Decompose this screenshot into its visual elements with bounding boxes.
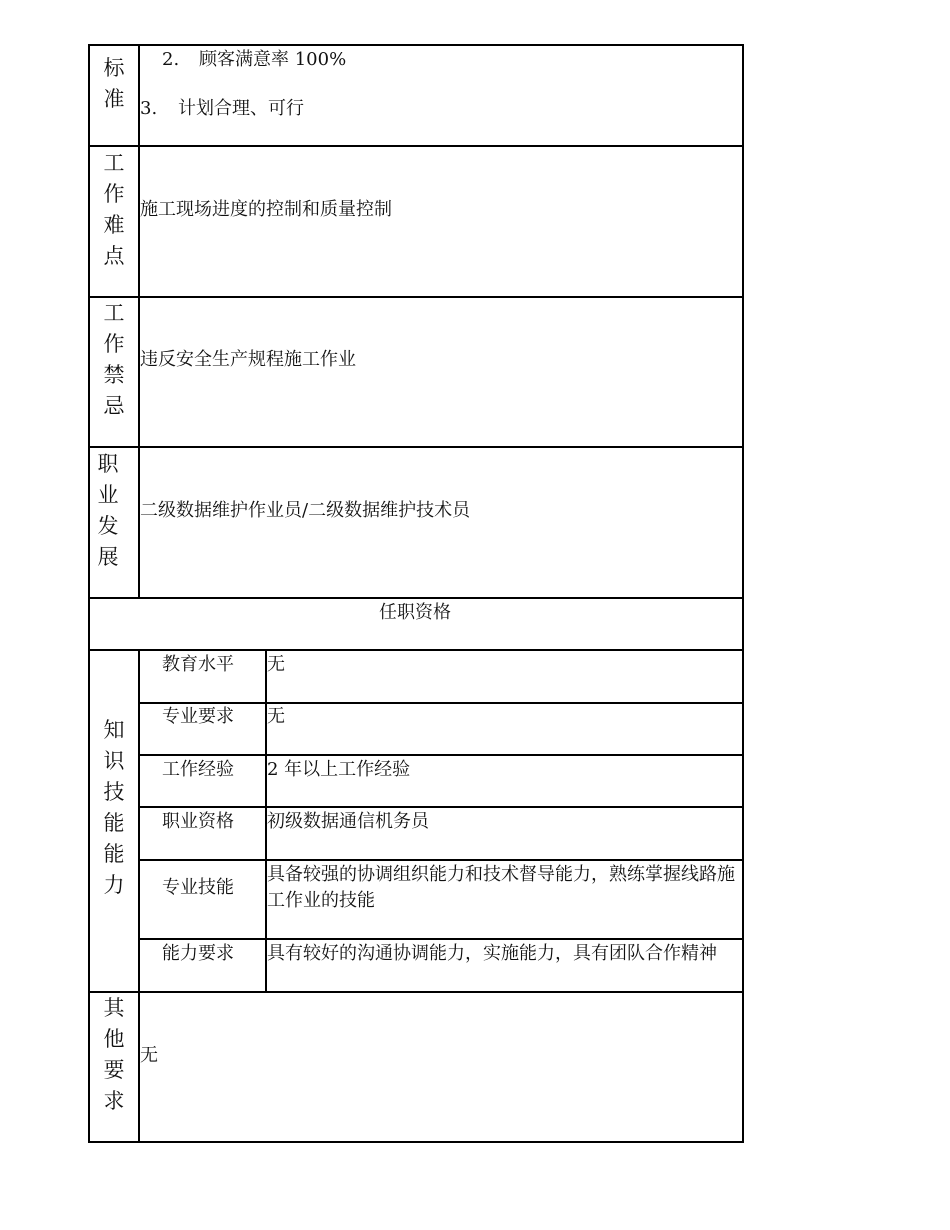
label-char: 标 [103, 56, 125, 80]
knowledge-item-name: 能力要求 [162, 943, 234, 964]
label-char: 求 [103, 1089, 125, 1113]
label-char: 能 [103, 811, 125, 835]
knowledge-item-value: 2 年以上工作经验 [267, 759, 411, 780]
label-char: 力 [103, 873, 125, 897]
row-divider [88, 446, 744, 448]
row-divider [139, 754, 744, 756]
standard-item-number: 3. [140, 98, 158, 119]
label-char: 工 [103, 301, 125, 325]
row-divider [88, 597, 744, 599]
difficulty-content: 施工现场进度的控制和质量控制 [140, 199, 392, 220]
knowledge-item-value: 无 [267, 706, 285, 727]
label-char: 发 [97, 514, 119, 538]
label-char: 技 [103, 780, 125, 804]
knowledge-item-value: 初级数据通信机务员 [267, 811, 429, 832]
label-char: 禁 [103, 363, 125, 387]
standard-item-text: 顾客满意率 100% [199, 49, 347, 70]
label-char: 能 [103, 842, 125, 866]
label-other [89, 993, 139, 1117]
row-divider [139, 938, 744, 940]
label-char: 要 [103, 1058, 125, 1082]
label-char: 作 [103, 182, 125, 206]
qualification-header: 任职资格 [379, 602, 451, 623]
label-knowledge [89, 715, 139, 901]
label-char: 点 [103, 244, 125, 268]
label-char: 工 [103, 151, 125, 175]
table-border-top [88, 44, 744, 46]
label-prohibition [89, 298, 139, 422]
knowledge-item-value: 具备较强的协调组织能力和技术督导能力，熟练掌握线路施工作业的技能 [267, 864, 735, 911]
career-content: 二级数据维护作业员/二级数据维护技术员 [140, 500, 471, 521]
label-char: 其 [103, 996, 125, 1020]
knowledge-item-name: 教育水平 [162, 654, 234, 675]
label-difficulty [89, 148, 139, 272]
knowledge-item-name: 专业要求 [162, 706, 234, 727]
row-divider [88, 649, 744, 651]
label-char: 识 [103, 749, 125, 773]
label-char: 展 [97, 545, 119, 569]
knowledge-item-name: 工作经验 [162, 759, 234, 780]
row-divider [88, 296, 744, 298]
knowledge-item-name: 职业资格 [162, 811, 234, 832]
knowledge-item-name: 专业技能 [162, 877, 234, 898]
knowledge-item-value: 无 [267, 654, 285, 675]
label-char: 忌 [103, 394, 125, 418]
label-char: 准 [103, 87, 125, 111]
prohibition-content: 违反安全生产规程施工作业 [140, 349, 356, 370]
label-standard [89, 53, 139, 115]
label-char: 知 [103, 718, 125, 742]
standard-item-text: 计划合理、可行 [178, 98, 304, 119]
other-content: 无 [140, 1045, 158, 1066]
row-divider [88, 991, 744, 993]
label-char: 他 [103, 1027, 125, 1051]
row-divider [88, 145, 744, 147]
row-divider [139, 859, 744, 861]
label-char: 难 [103, 213, 125, 237]
table-border-bottom [88, 1141, 744, 1143]
row-divider [139, 806, 744, 808]
label-char: 职 [97, 452, 119, 476]
label-char: 作 [103, 332, 125, 356]
label-career [83, 449, 133, 573]
table-border-right [742, 44, 744, 1143]
knowledge-item-value: 具有较好的沟通协调能力，实施能力，具有团队合作精神 [267, 943, 717, 964]
standard-item-number: 2. [162, 49, 180, 70]
label-char: 业 [97, 483, 119, 507]
